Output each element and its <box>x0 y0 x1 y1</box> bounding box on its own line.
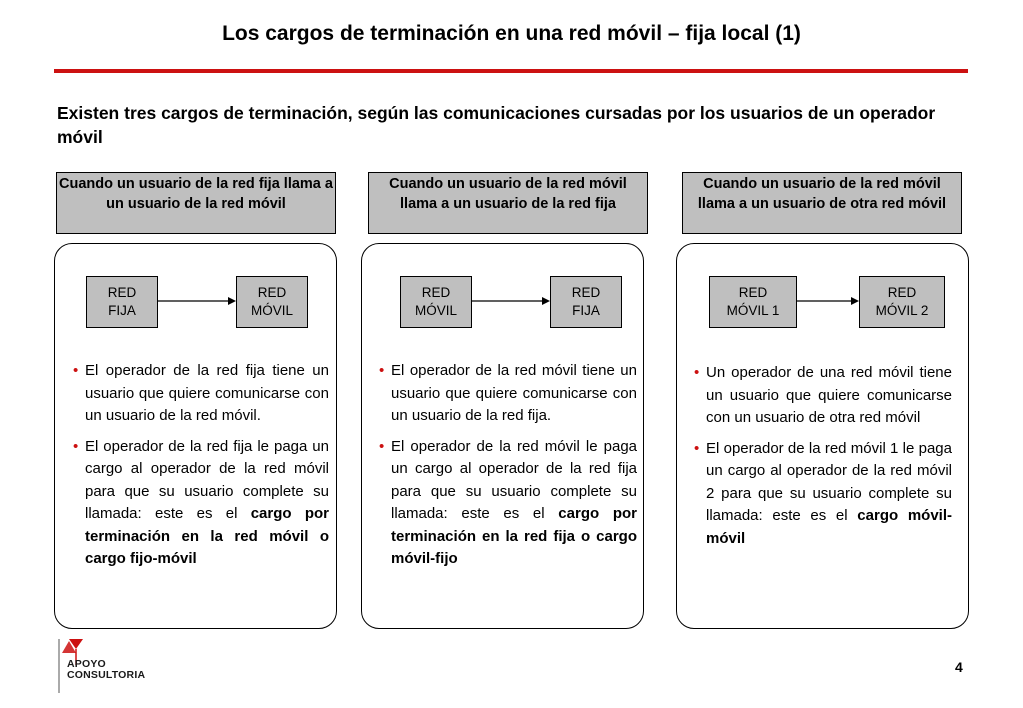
column-3-bullet-list <box>694 362 952 558</box>
node-label-line: RED <box>107 285 137 300</box>
column-2-to-node <box>550 276 622 328</box>
bullet-bold-text: cargo por terminación en la red móvil o cargo fijo-móvil <box>85 505 329 567</box>
column-1-arrow <box>158 300 236 302</box>
column-1-to-node <box>236 276 308 328</box>
bullet-text: Un operador de una red móvil tiene un usuario que quiere comunicarse con un usuario de otra red móvil <box>706 364 952 426</box>
bullet-item <box>379 360 637 428</box>
logo-text-line-1: APOYO <box>67 658 106 670</box>
bullet-icon: • <box>73 362 79 379</box>
column-3-panel <box>676 243 969 629</box>
column-1-from-node <box>86 276 158 328</box>
column-2-arrow <box>472 300 550 302</box>
node-label-line: RED <box>571 285 601 300</box>
bullet-bold-text: cargo móvil-móvil <box>706 507 952 547</box>
column-3-from-node <box>709 276 797 328</box>
node-label-line: RED <box>738 285 768 300</box>
bullet-item <box>73 436 329 571</box>
slide-title: Los cargos de terminación en una red móvil – fija local (1) <box>222 22 801 45</box>
bullet-item <box>73 360 329 428</box>
column-1-header: Cuando un usuario de la red fija llama a un usuario de la red móvil <box>56 172 336 234</box>
bullet-icon: • <box>379 362 385 379</box>
node-label-line: RED <box>887 285 917 300</box>
page-number: 4 <box>955 659 963 675</box>
column-1-bullet-list <box>73 360 329 579</box>
bullet-item <box>694 438 952 551</box>
bullet-item <box>694 362 952 430</box>
bullet-bold-text: cargo por terminación en la red fija o cargo móvil-fijo <box>391 505 637 567</box>
bullet-text: El operador de la red móvil tiene un usuario que quiere comunicarse con un usuario de la red fija. <box>391 362 637 424</box>
column-3-header: Cuando un usuario de la red móvil llama a un usuario de otra red móvil <box>682 172 962 234</box>
node-label-line: FIJA <box>572 303 600 318</box>
column-3-to-node <box>859 276 945 328</box>
bullet-text: El operador de la red móvil 1 le paga un cargo al operador de la red móvil 2 para que su usuario complete su llamada: este es el <box>706 439 952 524</box>
bullet-icon: • <box>694 364 700 381</box>
bullet-text: El operador de la red fija tiene un usuario que quiere comunicarse con un usuario de la red móvil. <box>85 362 329 424</box>
node-label-line: MÓVIL 2 <box>875 303 929 318</box>
column-2-from-node <box>400 276 472 328</box>
logo-text-line-2: CONSULTORIA <box>67 669 146 681</box>
node-label-line: MÓVIL 1 <box>726 303 780 318</box>
node-label-line: RED <box>257 285 287 300</box>
bullet-icon: • <box>379 437 385 455</box>
column-3-arrow <box>797 300 859 302</box>
bullet-icon: • <box>694 439 700 457</box>
node-label-line: FIJA <box>108 303 136 318</box>
node-label-line: MÓVIL <box>414 303 457 318</box>
column-2-header: Cuando un usuario de la red móvil llama a un usuario de la red fija <box>368 172 648 234</box>
column-2-panel <box>361 243 644 629</box>
bullet-icon: • <box>73 437 79 455</box>
title-divider <box>54 69 968 73</box>
slide-subtitle: Existen tres cargos de terminación, según las comunicaciones cursadas por los usuarios de un operador móvil <box>57 103 936 147</box>
node-label-line: MÓVIL <box>250 303 293 318</box>
bullet-item <box>379 436 637 571</box>
bullet-text: El operador de la red fija le paga un cargo al operador de la red móvil para que su usuario complete su llamada: este es el <box>85 437 329 522</box>
company-logo <box>57 635 167 695</box>
column-2-bullet-list <box>379 360 637 579</box>
bullet-text: El operador de la red móvil le paga un cargo al operador de la red fija para que su usuario complete su llamada: este es el <box>391 437 637 522</box>
node-label-line: RED <box>421 285 451 300</box>
column-1-panel <box>54 243 337 629</box>
